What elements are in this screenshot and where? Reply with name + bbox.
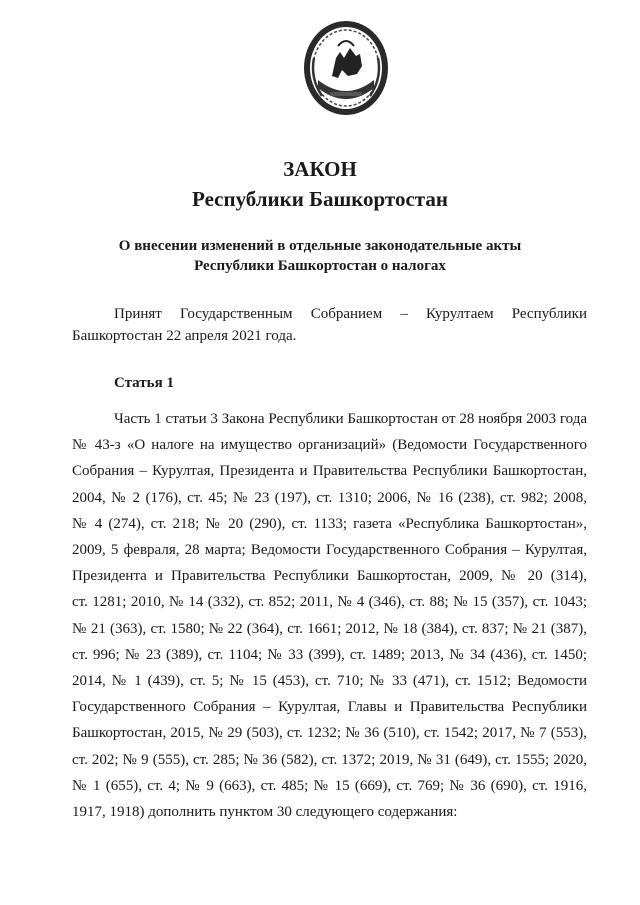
article-line: 1917, 1918) дополнить пунктом 30 следующего содержания: bbox=[72, 804, 458, 821]
adoption-line: Принят Государственным Собранием – Курултаем Республики bbox=[114, 306, 587, 322]
article-line: ст. 996; № 23 (389), ст. 1104; № 33 (399), ст. 1489; 2013, № 34 (436), ст. 1450; bbox=[72, 646, 587, 663]
article-line: № 1 (655), ст. 4; № 9 (663), ст. 485; № 15 (669), ст. 769; № 36 (690), ст. 1916, bbox=[72, 777, 587, 794]
subject-line: О внесении изменений в отдельные законодательные акты bbox=[118, 238, 522, 254]
article-line: 2014, № 1 (439), ст. 5; № 15 (453), ст. 710; № 33 (471), ст. 1512; Ведомости bbox=[72, 673, 587, 690]
coat-of-arms-icon bbox=[302, 18, 392, 118]
document-title: ЗАКОН bbox=[283, 157, 357, 181]
article-line: № 43-з «О налоге на имущество организаций» (Ведомости Государственного bbox=[72, 437, 587, 454]
article-line: Государственного Собрания – Курултая, Главы и Правительства Республики bbox=[72, 699, 587, 716]
article-line: Часть 1 статьи 3 Закона Республики Башкортостан от 28 ноября 2003 года bbox=[114, 411, 587, 427]
adoption-line: Башкортостан 22 апреля 2021 года. bbox=[72, 328, 297, 344]
article-line: ст. 202; № 9 (555), ст. 285; № 36 (582), ст. 1372; 2019, № 31 (649), ст. 1555; 2020, bbox=[72, 751, 587, 768]
article-heading: Статья 1 bbox=[114, 375, 174, 391]
article-line: Президента и Правительства Республики Башкортостан, 2009, № 20 (314), bbox=[72, 568, 587, 585]
article-line: 2009, 5 февраля, 28 марта; Ведомости Государственного Собрания – Курултая, bbox=[72, 542, 587, 559]
article-line: 2004, № 2 (176), ст. 45; № 23 (197), ст. 1310; 2006, № 16 (238), ст. 982; 2008, bbox=[72, 489, 587, 506]
article-line: ст. 1281; 2010, № 14 (332), ст. 852; 2011, № 4 (346), ст. 88; № 15 (357), ст. 1043; bbox=[72, 594, 587, 611]
document-subject bbox=[0, 236, 640, 276]
adoption-statement bbox=[72, 303, 587, 347]
article-line: Собрания – Курултая, Президента и Правительства Республики Башкортостан, bbox=[72, 463, 587, 480]
article-body bbox=[72, 406, 587, 825]
article-line: № 21 (363), ст. 1580; № 22 (364), ст. 1661; 2012, № 18 (384), ст. 837; № 21 (387), bbox=[72, 620, 587, 637]
article-line: № 4 (274), ст. 218; № 20 (290), ст. 1133; газета «Республика Башкортостан», bbox=[72, 515, 587, 532]
subject-line: Республики Башкортостан о налогах bbox=[194, 258, 446, 274]
document-title-region: Республики Башкортостан bbox=[192, 187, 448, 211]
article-line: Башкортостан, 2015, № 29 (503), ст. 1232; № 36 (510), ст. 1542; 2017, № 7 (553), bbox=[72, 725, 587, 742]
